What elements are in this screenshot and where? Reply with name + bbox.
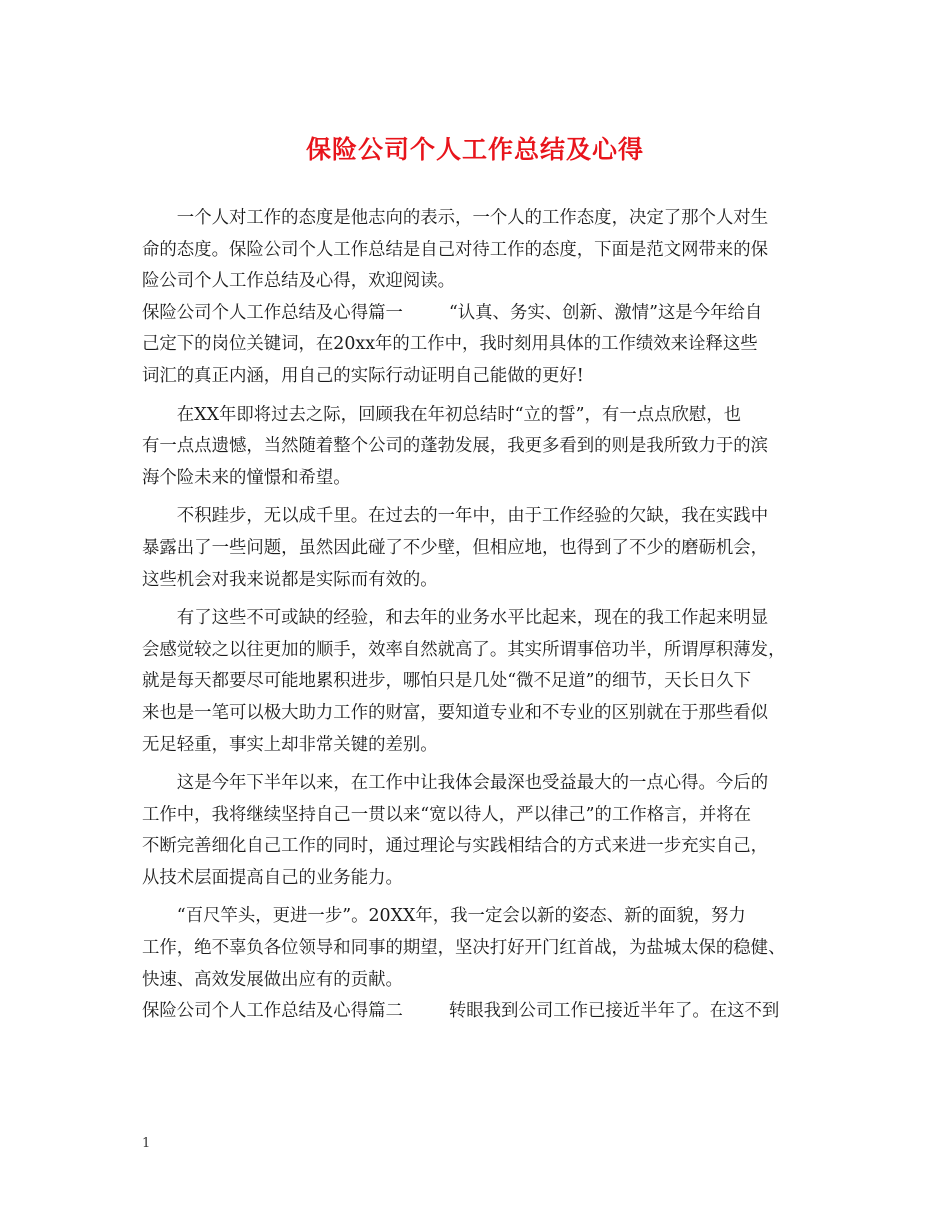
text-line: 来也是一笔可以极大助力工作的财富，要知道专业和不专业的区别就在于那些看似 [142,702,769,723]
page-number: 1 [142,1136,151,1151]
text-line: 这是今年下半年以来，在工作中让我体会最深也受益最大的一点心得。今后的 [176,773,769,794]
text-line: 在XX年即将过去之际，回顾我在年初总结时“立的誓”，有一点点欣慰，也 [176,404,742,425]
text-line: “百尺竿头，更进一步”。20XX年，我一定会以新的姿态、新的面貌，努力 [176,906,746,927]
document-body [142,203,822,1028]
text-line: 一个人对工作的态度是他志向的表示，一个人的工作态度，决定了那个人对生 [176,208,769,228]
section-one-first-line [142,298,822,330]
text-segment: 转眼我到公司工作已接近半年了。在这不到 [448,1001,780,1022]
section-one [142,298,822,393]
text-line: 命的态度。保险公司个人工作总结是自己对待工作的态度，下面是范文网带来的保 [142,239,769,260]
text-line: 不断完善细化自己工作的同时，通过理论与实践相结合的方式来进一步充实自己， [142,836,769,857]
text-line: 快速、高效发展做出应有的贡献。 [142,969,403,990]
body-paragraph [142,501,822,596]
text-line: 工作中，我将继续坚持自己一贯以来“宽以待人，严以律己”的工作格言，并将在 [142,804,752,825]
body-paragraph [142,400,822,495]
body-paragraph [142,768,822,894]
text-line: 会感觉较之以往更加的顺手，效率自然就高了。其实所谓事倍功半，所谓厚积薄发， [142,639,786,660]
text-line: 暴露出了一些问题，虽然因此碰了不少壁，但相应地，也得到了不少的磨砺机会， [142,537,769,558]
body-paragraph [142,901,822,996]
text-line: 无足轻重，事实上却非常关键的差别。 [142,734,438,755]
section-two [142,996,822,1028]
intro-paragraph [142,203,822,298]
section-heading: 保险公司个人工作总结及心得篇一 [142,302,403,323]
text-line: 有了这些不可或缺的经验，和去年的业务水平比起来，现在的我工作起来明显 [176,608,769,629]
text-line: 工作，绝不辜负各位领导和同事的期望，坚决打好开门红首战，为盐城太保的稳健、 [142,938,786,959]
text-segment: “认真、务实、创新、激情”这是今年给自 [448,302,763,323]
text-line: 从技术层面提高自己的业务能力。 [142,867,403,888]
section-two-first-line [142,996,822,1028]
text-line: 有一点点遗憾，当然随着整个公司的蓬勃发展，我更多看到的则是我所致力于的滨 [142,436,769,457]
section-heading: 保险公司个人工作总结及心得篇二 [142,1001,403,1022]
text-line: 险公司个人工作总结及心得，欢迎阅读。 [142,271,456,292]
text-line: 海个险未来的憧憬和希望。 [142,467,351,488]
text-line: 己定下的岗位关键词，在20xx年的工作中，我时刻用具体的工作绩效来诠释这些 [142,334,758,355]
text-line: 词汇的真正内涵，用自己的实际行动证明自己能做的更好! [142,365,584,386]
text-line: 这些机会对我来说都是实际而有效的。 [142,569,438,590]
body-paragraph [142,603,822,761]
document-title: 保险公司个人工作总结及心得 [305,135,644,164]
text-line: 不积跬步，无以成千里。在过去的一年中，由于工作经验的欠缺，我在实践中 [176,506,769,527]
text-line: 就是每天都要尽可能地累积进步，哪怕只是几处“微不足道”的细节，天长日久下 [142,671,752,692]
